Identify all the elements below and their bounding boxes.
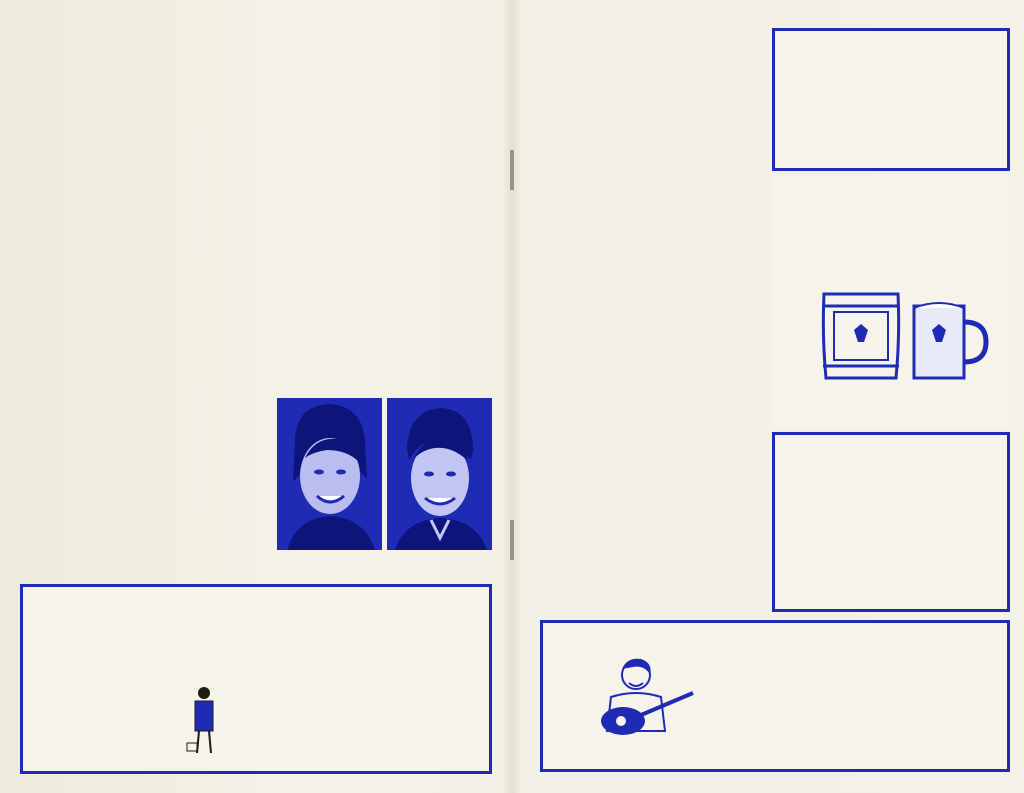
- pickwick-advert: [772, 432, 1010, 612]
- column-2: [277, 122, 499, 130]
- evening-post-advert: [20, 584, 492, 774]
- column-3: [537, 116, 759, 124]
- staple-binding: [508, 140, 516, 760]
- past-performances: [537, 538, 759, 540]
- tavern-advert: [772, 176, 1010, 428]
- photo-stewart-scullion: [277, 398, 382, 550]
- tavern-barrel-and-mug-icon: [814, 286, 994, 386]
- player-photos: [277, 398, 499, 574]
- man-with-newspaper-icon: [187, 687, 213, 753]
- headline: [20, 24, 760, 93]
- old-ash-tree-advert: [540, 620, 1010, 772]
- column-1: [30, 150, 252, 160]
- photo-dennis-bond: [387, 398, 492, 550]
- newspaper-readers-illustration: [29, 593, 489, 771]
- guitarist-icon: [561, 653, 711, 763]
- ambrose-foster-advert: [772, 28, 1010, 171]
